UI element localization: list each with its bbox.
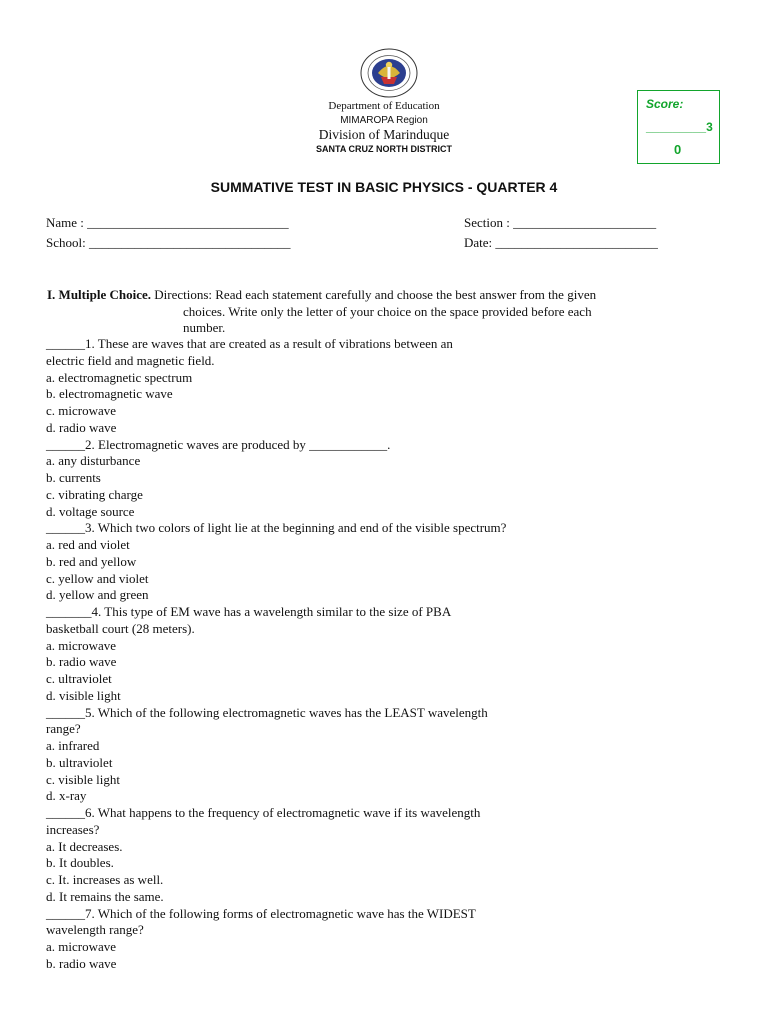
question-1-choice-d: d. radio wave	[46, 419, 117, 435]
question-6-choice-d: d. It remains the same.	[46, 888, 164, 904]
question-2-choice-a: a. any disturbance	[46, 453, 141, 469]
question-7-choice-b: b. radio wave	[46, 955, 117, 971]
date-field: Date: _________________________	[464, 235, 658, 250]
question-6-choice-a: a. It decreases.	[46, 838, 123, 854]
question-5-choice-a: a. infrared	[46, 738, 100, 753]
question-2-line-1: ______2. Electromagnetic waves are produced by ____________.	[46, 436, 391, 452]
question-5-line-2: range?	[46, 721, 81, 737]
score-value-line2: 0	[674, 142, 682, 157]
directions-text-1: Directions: Read each statement carefully and choose the best answer from the given	[154, 287, 597, 302]
name-field: Name : _______________________________	[46, 215, 289, 230]
school-field: School: _______________________________	[46, 235, 291, 250]
directions-line-1	[47, 287, 723, 304]
question-6-choice-b: b. It doubles.	[46, 855, 114, 871]
question-5-line-1: ______5. Which of the following electromagnetic waves has the LEAST wavelength	[46, 704, 488, 720]
questions-list	[46, 336, 606, 973]
question-6-line-1: ______6. What happens to the frequency of electromagnetic wave if its wavelength	[46, 805, 481, 820]
question-7-line-2: wavelength range?	[46, 922, 144, 938]
question-1-choice-a: a. electromagnetic spectrum	[46, 369, 193, 385]
directions-line-3: number.	[183, 320, 226, 335]
test-title: SUMMATIVE TEST IN BASIC PHYSICS - QUARTER 4	[210, 179, 558, 195]
score-label: Score:	[646, 97, 684, 111]
question-5-choice-c: c. visible light	[46, 771, 121, 787]
question-2-choice-b: b. currents	[46, 470, 101, 485]
question-7-choice-a: a. microwave	[46, 939, 117, 954]
department-name: Department of Education	[328, 100, 440, 112]
score-box	[637, 90, 720, 164]
section-heading: I. Multiple Choice.	[47, 287, 151, 302]
question-5-choice-d: d. x-ray	[46, 788, 87, 804]
question-3-choice-a: a. red and violet	[46, 537, 130, 552]
question-6-line-2: increases?	[46, 821, 100, 837]
score-value-line1: _________3	[646, 120, 713, 134]
question-1-line-2: electric field and magnetic field.	[46, 352, 215, 368]
question-2-choice-c: c. vibrating charge	[46, 486, 143, 502]
question-5-choice-b: b. ultraviolet	[46, 754, 113, 770]
question-3-choice-d: d. yellow and green	[46, 587, 149, 603]
question-4-choice-b: b. radio wave	[46, 654, 117, 670]
question-2-choice-d: d. voltage source	[46, 503, 135, 519]
question-1-line-1: ______1. These are waves that are created as a result of vibrations between an	[46, 336, 453, 351]
question-6-choice-c: c. It. increases as well.	[46, 872, 164, 887]
section-field: Section : ______________________	[464, 215, 657, 230]
question-3-line-1: ______3. Which two colors of light lie at the beginning and end of the visible spectrum?	[46, 520, 507, 536]
district-name: SANTA CRUZ NORTH DISTRICT	[316, 144, 452, 154]
question-1-choice-c: c. microwave	[46, 403, 117, 418]
question-4-choice-d: d. visible light	[46, 687, 121, 703]
question-3-choice-c: c. yellow and violet	[46, 570, 149, 586]
question-4-line-2: basketball court (28 meters).	[46, 620, 195, 636]
section-multiple-choice	[47, 287, 723, 337]
division-name: Division of Marinduque	[318, 127, 450, 142]
question-4-line-1: _______4. This type of EM wave has a wavelength similar to the size of PBA	[46, 604, 452, 619]
directions-line-2: choices. Write only the letter of your choice on the space provided before each	[183, 303, 592, 319]
question-3-choice-b: b. red and yellow	[46, 553, 137, 569]
deped-seal-icon	[356, 47, 422, 99]
question-4-choice-a: a. microwave	[46, 637, 117, 653]
region-name: MIMAROPA Region	[340, 115, 428, 126]
question-1-choice-b: b. electromagnetic wave	[46, 386, 173, 402]
question-4-choice-c: c. ultraviolet	[46, 671, 112, 686]
question-7-line-1: ______7. Which of the following forms of electromagnetic wave has the WIDEST	[46, 905, 476, 921]
